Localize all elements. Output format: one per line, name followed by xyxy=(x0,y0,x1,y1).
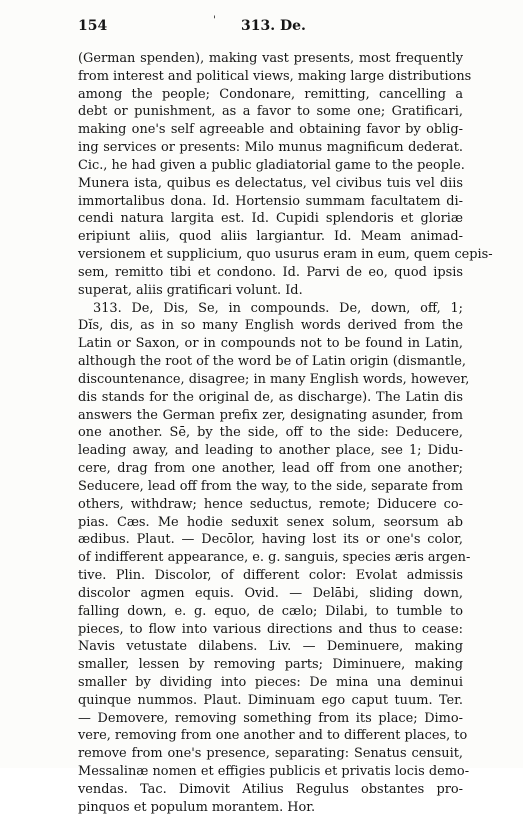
text-line: Cic., he had given a public gladiatorial game to the people. xyxy=(78,157,465,173)
text-line: eripiunt aliis, quod aliis largiantur. Id. Meam animad- xyxy=(78,229,463,245)
text-line: falling down, e. g. equo, de cælo; Dilabi, to tumble to xyxy=(78,603,463,619)
text-line: debt or punishment, as a favor to some one; Gratificari, xyxy=(78,104,463,120)
text-line: making one's self agreeable and obtaining favor by oblig- xyxy=(78,122,463,138)
text-line: immortalibus dona. Id. Hortensio summam facultatem di- xyxy=(78,193,463,209)
text-line: Munera ista, quibus es delectatus, vel civibus tuis vel diis xyxy=(78,175,463,191)
text-line: vere, removing from one another and to different places, to xyxy=(78,728,468,744)
text-line: pias. Cæs. Me hodie seduxit senex solum, seorsum ab xyxy=(78,514,463,530)
body-text xyxy=(78,50,493,817)
text-line: (German spenden), making vast presents, most frequently xyxy=(78,51,463,66)
text-line: cere, drag from one another, lead off from one another; xyxy=(78,461,463,477)
text-line: among the people; Condonare, remitting, cancelling a xyxy=(78,86,463,102)
text-line: from interest and political views, making large distributions xyxy=(78,68,472,84)
text-line: remove from one's presence, separating: Senatus censuit, xyxy=(78,746,463,762)
text-line: cendi natura largita est. Id. Cupidi splendoris et gloriæ xyxy=(78,211,463,227)
text-line: Latin or Saxon, or in compounds not to be found in Latin, xyxy=(78,336,463,352)
text-line: dis stands for the original de, as discharge). The Latin dis xyxy=(78,389,463,405)
text-line: pieces, to flow into various directions and thus to cease: xyxy=(78,621,463,637)
text-line: Dĭs, dis, as in so many English words derived from the xyxy=(78,318,463,334)
text-line: answers the German prefix zer, designating asunder, from xyxy=(78,407,463,423)
text-line: pinquos et populum morantem. Hor. xyxy=(78,799,316,815)
printer-mark: ' xyxy=(213,15,216,26)
text-line: although the root of the word be of Latin origin (dismantle, xyxy=(78,354,466,370)
text-line: smaller, lessen by removing parts; Diminuere, making xyxy=(78,657,463,673)
text-line: vendas. Tac. Dimovit Atilius Regulus obstantes pro- xyxy=(78,781,463,797)
text-line: sem, remitto tibi et condono. Id. Parvi de eo, quod ipsis xyxy=(78,264,463,280)
text-line: tive. Plin. Discolor, of different color: Evolat admissis xyxy=(78,568,463,584)
text-line: of indifferent appearance, e. g. sanguis, species æris argen- xyxy=(78,550,471,566)
text-line: discolor agmen equis. Ovid. — Delābi, sliding down, xyxy=(78,585,463,601)
running-head: 313. De. xyxy=(241,18,306,34)
page-header xyxy=(78,15,463,40)
text-line: — Demovere, removing something from its place; Dimo- xyxy=(78,710,463,726)
text-line: discountenance, disagree; in many English words, however, xyxy=(78,371,470,387)
page-number: 154 xyxy=(78,18,108,34)
text-line: one another. Sē, by the side, off to the side: Deducere, xyxy=(78,425,463,441)
text-line: smaller by dividing into pieces: De mina una deminui xyxy=(78,674,463,690)
text-line: leading away, and leading to another place, see 1; Didu- xyxy=(78,443,463,459)
text-line: ing services or presents: Milo munus magnificum dederat. xyxy=(78,140,463,156)
text-line: 313. De, Dis, Se, in compounds. De, down, off, 1; xyxy=(93,300,463,316)
text-line: superat, aliis gratificari volunt. Id. xyxy=(78,282,303,298)
text-line: Navis vetustate dilabens. Liv. — Deminuere, making xyxy=(78,639,463,655)
text-line: Seducere, lead off from the way, to the side, separate from xyxy=(78,478,463,494)
text-line: quinque nummos. Plaut. Diminuam ego caput tuum. Ter. xyxy=(78,692,463,708)
text-line: others, withdraw; hence seductus, remote; Diducere co- xyxy=(78,496,463,512)
text-line: ædibus. Plaut. — Decōlor, having lost its or one's color, xyxy=(78,532,463,548)
text-line: versionem et supplicium, quo usurus eram in eum, quem cepis- xyxy=(78,247,493,263)
text-line: Messalinæ nomen et effigies publicis et privatis locis demo- xyxy=(78,764,470,780)
